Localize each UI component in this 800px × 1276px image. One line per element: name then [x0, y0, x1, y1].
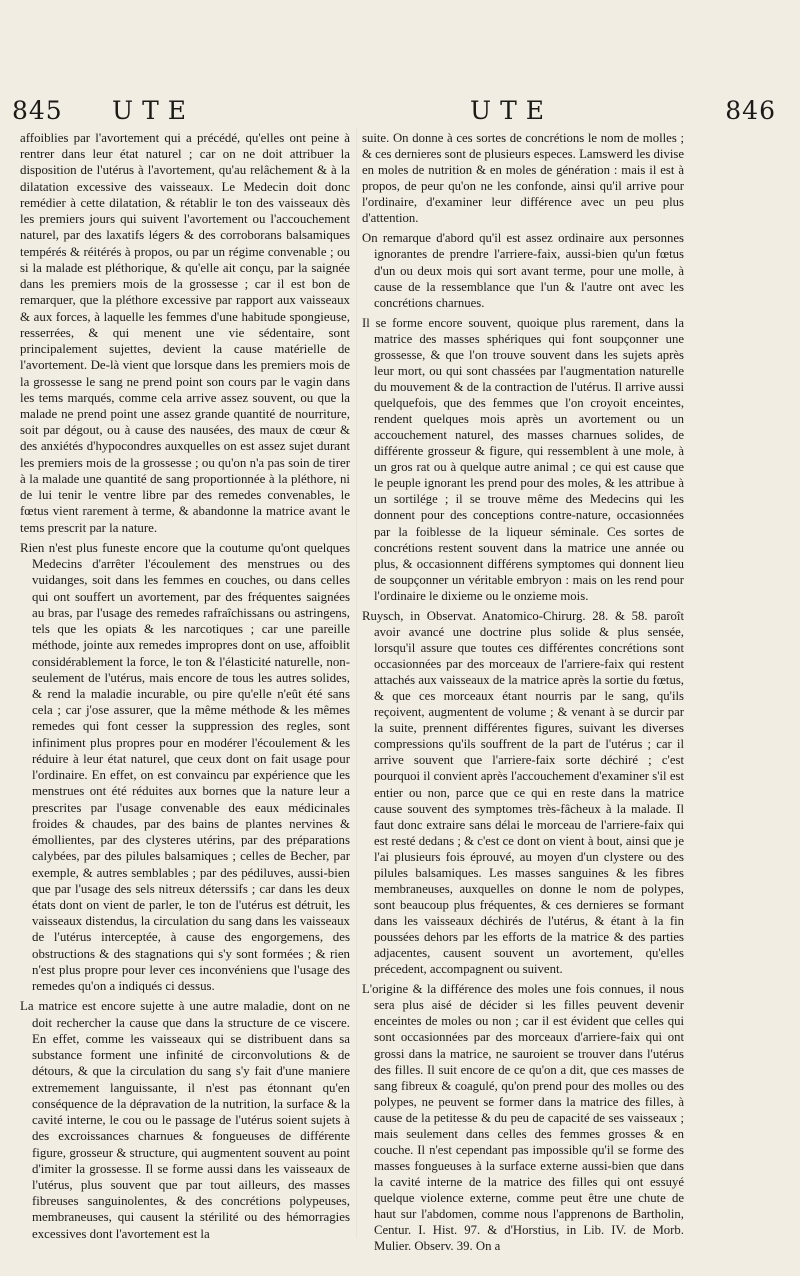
running-headword-left: UTE: [112, 96, 195, 125]
left-column: [20, 130, 350, 1246]
page-number-right: 846: [725, 96, 776, 125]
column-gutter: [356, 128, 357, 1238]
left-paragraph: Rien n'est plus funeste encore que la coutume qu'ont quelques Medecins d'arrêter l'écoulement des menstrues ou des vuidanges, soit dans les femmes en couches, ou dans celles qui ont souffert un avortement, par des fréquentes saignées au bras, par l'usage des remedes rafraîchissans ou astringens, tels que les opiats & les narcotiques ; car une pareille méthode, jointe aux remedes impropres dont on use, affoiblit considérablement la force, le ton & l'élasticité naturelle, non-seulement de l'utérus, mais encore de tous les autres solides, & rend la maladie incurable, ou pire qu'elle n'eût été sans cela ; car j'ose assurer, que la même méthode & les mêmes remedes qui font cesser la suppression des regles, sont infiniment plus propres pour en modérer l'écoulement & les réduire à leur état naturel, que ceux dont on fait usage pour l'ordinaire. En effet, on est convaincu par expérience que les menstrues ont été réduites aux bornes que la nature leur a prescrites par l'usage convenable des eaux médicinales froides & chaudes, par des bains de plantes nervines & émollientes, par des clysteres utérins, par des préparations calybées, par des pilules balsamiques ; celles de Becher, par exemple, & autres semblables ; par des pédiluves, aussi-bien que par l'usage des sels nitreux déterssifs ; car dans les deux états dont on vient de parler, le ton de l'utérus est détruit, les vaisseaux distendus, la circulation du sang dans les vaisseaux de l'utérus interceptée, à cause des engorgemens, des obstructions & des stagnations qui s'y sont formées ; & rien n'est plus propre pour lever ces inconvéniens que l'usage des remedes qu'on a indiqués ci dessus.: [20, 540, 350, 994]
page-number-left: 845: [12, 96, 63, 125]
right-column: [362, 130, 684, 1258]
page-header: [0, 96, 800, 126]
running-headword-right: UTE: [470, 96, 553, 125]
right-paragraph: suite. On donne à ces sortes de concrétions le nom de molles ; & ces dernieres sont de plusieurs especes. Lamswerd les divise en moles de nutrition & en moles de génération : mais il est à propos, de peur qu'on ne les confonde, ainsi qu'il arrive pour l'ordinaire, d'examiner leur différence avec un peu plus d'attention.: [362, 131, 684, 226]
right-paragraph: On remarque d'abord qu'il est assez ordinaire aux personnes ignorantes de prendre l'arriere-faix, aussi-bien qu'un fœtus d'un ou deux mois qui sort avant terme, pour une molle, à cause de la ressemblance que l'un & l'autre ont avec les concrétions charnues.: [362, 231, 684, 310]
right-paragraph: Il se forme encore souvent, quoique plus rarement, dans la matrice des masses sphériques qui font soupçonner une grossesse, & que l'on trouve souvent dans les sujets après leur mort, ou qui sont chassées par l'augmentation naturelle du mouvement & de la contraction de l'utérus. Il arrive aussi quelquefois, que des femmes que l'on croyoit enceintes, rendent quelques mois après un avortement ou un accouchement naturel, des masses charnues solides, de différente grosseur & figure, qui ressemblent à une mole, à un gros rat ou à quelque autre animal ; ce qui est cause que le peuple ignorant les prend pour des moles, & les attribue à un sortilége ; il se trouve même des Medecins qui les donnent pour des conceptions contre-nature, occasionnées par la foiblesse de la liqueur séminale. Ces sortes de concrétions restent souvent dans la matrice une année ou plus, & occasionnent différens symptomes qui donnent lieu de soupçonner un véritable embryon : mais on les rend pour l'ordinaire le dixieme ou le onzieme mois.: [362, 315, 684, 603]
left-paragraph: affoiblies par l'avortement qui a précédé, qu'elles ont peine à rentrer dans leur état naturel ; car on ne doit attribuer la disposition de l'utérus à l'avortement, qu'au relâchement & à la dilatation excessive des vaisseaux. Le Medecin doit donc remédier à cette dilatation, & rétablir le ton des vaisseaux dès les premiers jours qui suivent l'avortement ou l'accouchement naturel, par des laxatifs légers & des corroborans balsamiques tempérés & réitérés à propos, ou par un régime convenable ; ou si la malade est pléthorique, & qu'elle ait conçu, par la saignée dans les premiers mois de la grossesse ; car il est bon de remarquer, que la pléthore excessive par rapport aux vaisseaux & aux forces, à laquelle les femmes d'une habitude spongieuse, resserrées, & qui menent une vie sédentaire, sont principalement sujettes, devient la cause matérielle de l'avortement. De-là vient que lorsque dans les premiers mois de la grossesse le sang ne prend point son cours par le vagin dans les tems marqués, comme cela arrive assez souvent, ou que la malade ne prend point une assez grande quantité de nourriture, soit par dégout, ou à cause des nausées, des maux de cœur & des anxiétés d'hypocondres auxquelles on est assez sujet durant les premiers mois de la grossesse ; ou qu'on n'a pas soin de tirer à la malade une quantité de sang proportionnée à la pléthore, ni de lui tenir le ventre libre par des remedes convenables, le fœtus vient rarement à terme, & abandonne la matrice avant le tems prescrit par la nature.: [20, 131, 350, 535]
right-paragraph: Ruysch, in Observat. Anatomico-Chirurg. 28. & 58. paroît avoir avancé une doctrine plus solide & plus sensée, lorsqu'il assure que toutes ces différentes concrétions sont occasionnées par des morceaux de l'arriere-faix qui restent attachés aux vaisseaux de la matrice après la sortie du fœtus, & que ces morceaux étant nourris par le sang, qu'ils reçoivent, augmentent de volume ; & venant à se durcir par la suite, prennent différentes figures, suivant les diverses compressions qu'ils souffrent de la part de l'utérus ; car il arrive souvent que l'arriere-faix sorte déchiré ; c'est pourquoi il convient après l'accouchement d'examiner s'il est entier ou non, parce que ce qui en reste dans la matrice cause souvent des symptomes très-fâcheux à la malade. Il faut donc extraire sans délai le morceau de l'arriere-faix qui est resté dedans ; & c'est ce dont on vient à bout, ainsi que je l'ai plusieurs fois éprouvé, au moyen d'un clystere ou des pilules balsamiques. Les masses sanguines & les fibres membraneuses, auxquelles on donne le nom de polypes, sont beaucoup plus fréquentes, & ces dernieres se formant dans les vaisseaux déchirés de l'utérus, & étant à la fin poussées dehors par les efforts de la matrice & des parties adjacentes, causent souvent un avortement, qu'elles précedent, accompagnent ou suivent.: [362, 608, 684, 977]
left-paragraph: La matrice est encore sujette à une autre maladie, dont on ne doit rechercher la cause que dans la structure de ce viscere. En effet, comme les vaisseaux qui se distribuent dans sa substance forment une infinité de circonvolutions & de détours, & que la circulation du sang s'y fait d'une maniere extremement languissante, il n'est pas étonnant qu'en conséquence de la dépravation de la nutrition, la surface & la cavité interne, le cou ou le passage de l'utérus soient sujets à des excroissances charnues & fongueuses de différente figure, grosseur & structure, qui augmentent souvent au point d'imiter la grossesse. Il se forme aussi dans les vaisseaux de l'utérus, plus souvent que par tout ailleurs, des masses fibreuses sanguinolentes, & des concrétions polypeuses, membraneuses, qui causent la stérilité ou des hémorragies excessives dont l'avortement est la: [20, 999, 350, 1241]
right-paragraph: L'origine & la différence des moles une fois connues, il nous sera plus aisé de décider si les filles peuvent devenir enceintes de moles ou non ; car il est évident que celles qui sont occasionnées par des morceaux d'arriere-faix qui ont grossi dans la matrice, ne sauroient se trouver dans l'utérus des filles. Il suit encore de ce qu'on a dit, que ces masses de sang fibreux & coagulé, qu'on prend pour des molles ou des polypes, ne peuvent se former dans la matrice des filles, à cause de la petitesse & du peu de capacité de ses vaisseaux ; mais seulement dans celles des femmes grosses & en couche. Il n'est cependant pas impossible qu'il se forme des masses fongueuses à la surface externe aussi-bien que dans la cavité interne de la matrice des filles qui ont essuyé quelque violence externe, comme peut être une chute de haut sur l'abdomen, comme nous l'apprenons de Bartholin, Centur. I. Hist. 97. & d'Horstius, in Lib. IV. de Morb. Mulier. Observ. 39. On a: [362, 982, 684, 1254]
